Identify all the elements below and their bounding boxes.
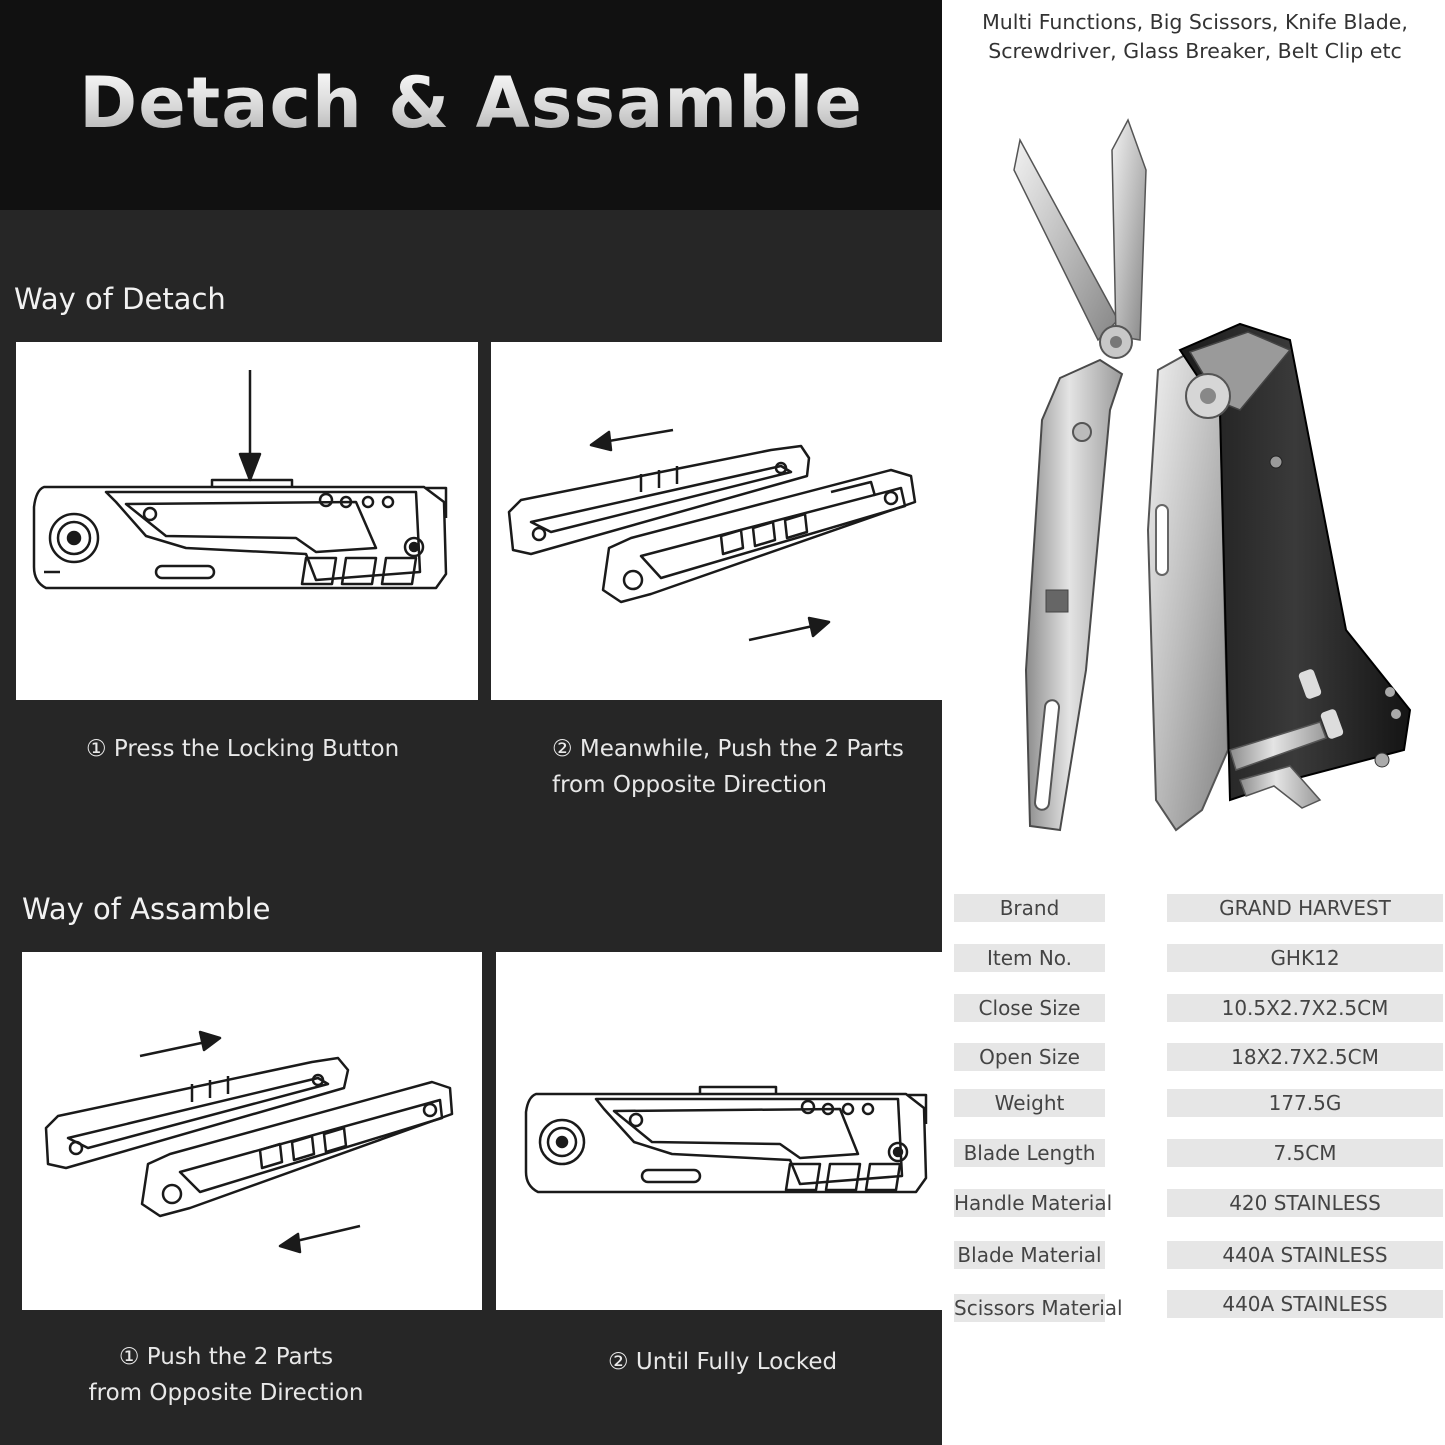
functions-line2: Screwdriver, Glass Breaker, Belt Clip etc [988, 39, 1402, 63]
assemble-heading: Way of Assamble [22, 892, 271, 926]
functions-line1: Multi Functions, Big Scissors, Knife Blade, [982, 10, 1408, 34]
spec-label-blade-length: Blade Length [954, 1139, 1105, 1167]
spec-label-weight: Weight [954, 1089, 1105, 1117]
spec-value-brand: GRAND HARVEST [1167, 894, 1443, 922]
detach-step2-illustration [491, 342, 942, 700]
upper-part-outline [46, 1058, 348, 1168]
detach-step1-illustration [16, 342, 478, 700]
spec-value-close-size: 10.5X2.7X2.5CM [1167, 994, 1443, 1022]
closed-tool-press-diagram [16, 342, 478, 700]
main-title: Detach & Assamble [0, 62, 942, 144]
spec-value-weight: 177.5G [1167, 1089, 1443, 1117]
scissor-blade-right [1112, 120, 1146, 340]
spec-value-scissors-material: 440A STAINLESS [1167, 1290, 1443, 1318]
detach-step2-caption [552, 731, 904, 803]
left-arrow-shaft [603, 430, 673, 442]
assemble-step1-caption-line1: ① Push the 2 Parts [118, 1344, 334, 1370]
assemble-step1-caption [66, 1339, 386, 1411]
assemble-step2-illustration [496, 952, 942, 1310]
assemble-step1-illustration [22, 952, 482, 1310]
detach-step2-caption-line1: ② Meanwhile, Push the 2 Parts [552, 736, 904, 762]
right-arrow-shaft [749, 626, 813, 640]
left-arrow-head [280, 1234, 300, 1252]
spec-label-handle-material: Handle Material [954, 1191, 1113, 1215]
press-arrow-head [240, 454, 260, 480]
spec-value-blade-length: 7.5CM [1167, 1139, 1443, 1167]
spec-label-open-size: Open Size [954, 1043, 1105, 1071]
spec-value-item-no: GHK12 [1167, 944, 1443, 972]
detach-step1-caption: ① Press the Locking Button [86, 736, 400, 762]
left-arrow-head [591, 432, 611, 450]
separating-parts-diagram [491, 342, 942, 700]
detach-step2-caption-line2: from Opposite Direction [552, 772, 827, 798]
right-arrow-head [200, 1032, 220, 1050]
right-arrow-shaft [140, 1042, 206, 1056]
scissor-blade-left [1014, 140, 1118, 340]
spec-label-blade-material: Blade Material [954, 1241, 1105, 1269]
spec-value-handle-material: 420 STAINLESS [1167, 1189, 1443, 1217]
spec-label-close-size: Close Size [954, 994, 1105, 1022]
spec-label-brand: Brand [954, 894, 1105, 922]
spec-value-open-size: 18X2.7X2.5CM [1167, 1043, 1443, 1071]
multitool-product-image [990, 110, 1430, 850]
locked-tool-diagram [496, 952, 942, 1310]
joining-parts-diagram [22, 952, 482, 1310]
upper-part-outline [509, 446, 809, 554]
assemble-step2-caption: ② Until Fully Locked [608, 1349, 838, 1375]
left-arrow-shaft [292, 1226, 360, 1242]
functions-description [950, 8, 1440, 66]
spec-label-scissors-material: Scissors Material [954, 1296, 1123, 1320]
assemble-step1-caption-line2: from Opposite Direction [88, 1380, 364, 1406]
spec-value-blade-material: 440A STAINLESS [1167, 1241, 1443, 1269]
title-banner [0, 0, 942, 210]
detach-heading: Way of Detach [14, 282, 226, 316]
spec-label-item-no: Item No. [954, 944, 1105, 972]
right-arrow-head [809, 618, 829, 636]
